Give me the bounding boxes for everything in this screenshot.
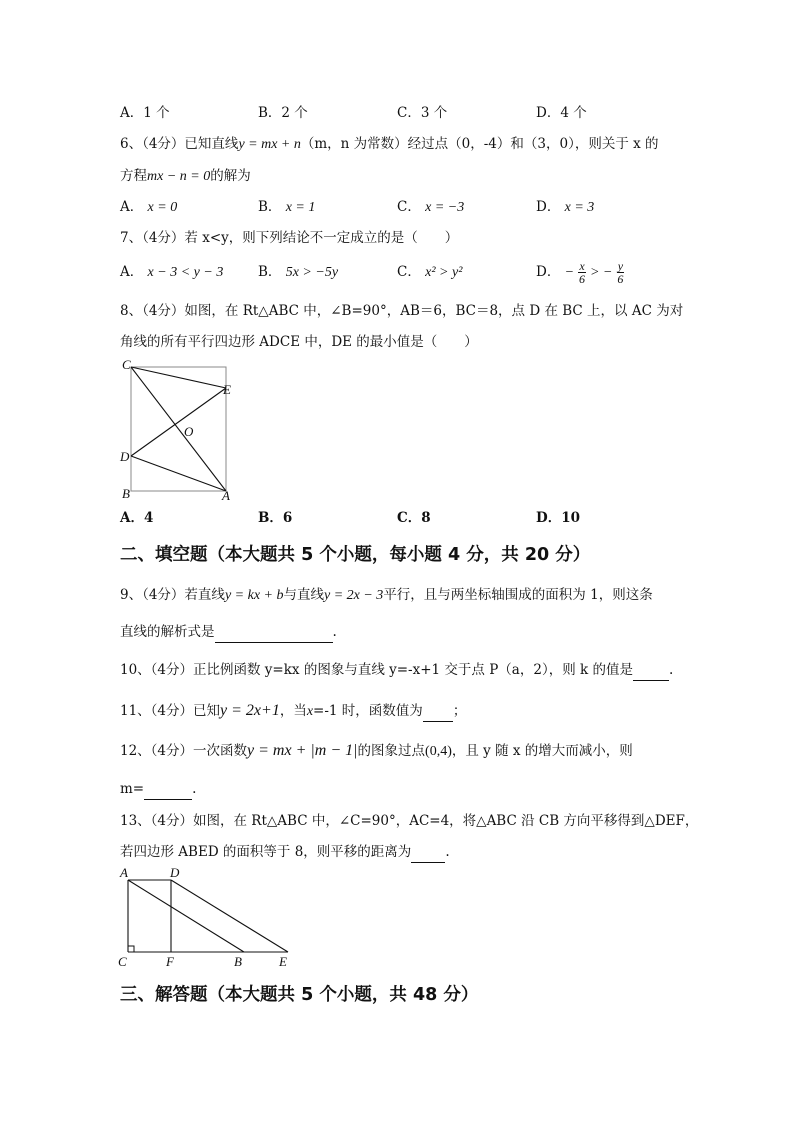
q6-equation: y = mx + n: [238, 137, 301, 152]
q7-fraction1-numerator: x: [579, 259, 585, 273]
q6-option-c-value: x = −3: [425, 200, 465, 215]
q8-label-a: A: [222, 488, 230, 503]
q9-line2-text: 直线的解析式是: [120, 624, 215, 640]
q6-prefix: 6、（4分）已知直线: [120, 136, 239, 152]
q8-option-c: C．8: [397, 510, 431, 526]
q11-prefix: 11、（4分）已知: [120, 703, 221, 719]
q11-end: ；: [452, 703, 467, 719]
q10-line: [120, 660, 673, 681]
q7-option-b: [258, 262, 338, 283]
q12-equation: y = mx + |m − 1|: [247, 742, 358, 759]
q6-suffix: （m，n 为常数）经过点（0，-4）和（3，0），则关于 x 的: [300, 136, 659, 152]
q9-suffix: 平行，且与两坐标轴围成的面积为 1，则这条: [383, 587, 653, 603]
q9-answer-blank: [215, 622, 333, 643]
q12-line2: [120, 779, 196, 800]
q11-variable: x: [306, 704, 314, 719]
q12-line1: [120, 741, 633, 762]
q10-answer-blank: [633, 660, 669, 681]
q11-line: [120, 701, 466, 722]
q13-line1: 13、（4分）如图，在 Rt△ABC 中，∠C=90°，AC=4，将△ABC 沿 CB 方向平移得到△DEF，: [120, 813, 699, 829]
q7-option-d-fraction1: [578, 260, 585, 285]
q8-option-a: A．4: [120, 510, 154, 526]
q9-line2-end: .: [332, 624, 337, 640]
q12-point: (0,4): [425, 744, 452, 759]
q6-option-b: [258, 197, 315, 218]
q13-answer-blank: [411, 842, 445, 863]
q8-label-e: E: [223, 382, 231, 397]
q8-diagonal-ca: [131, 367, 226, 491]
q6-option-a-value: x = 0: [147, 200, 178, 215]
q7-option-d: [536, 256, 624, 289]
q13-line2: [120, 842, 450, 863]
q10-end: .: [668, 662, 674, 678]
q13-label-a: A: [120, 865, 128, 880]
q6-option-a: [120, 197, 177, 218]
q8-diagonal-de: [131, 388, 226, 456]
q6-option-b-value: x = 1: [285, 200, 316, 215]
q8-segment-da: [131, 456, 226, 491]
q7-fraction1-denominator: 6: [579, 272, 586, 286]
q7-option-c-label: C．: [397, 264, 421, 280]
q7-option-d-fraction2: [617, 260, 624, 285]
q9-equation1: y = kx + b: [224, 588, 284, 603]
q12-line2-text: m=: [120, 781, 145, 797]
q9-mid: 与直线: [283, 587, 324, 603]
q10-text: 10、（4分）正比例函数 y=kx 的图象与直线 y=-x+1 交于点 P（a，2），则 k 的值是: [120, 662, 633, 678]
q7-option-d-minus: −: [564, 265, 575, 280]
q7-option-d-label: D．: [536, 264, 561, 280]
q5-option-d: D．4 个: [536, 105, 587, 121]
q5-option-b: B．2 个: [258, 105, 308, 121]
q11-mid: ，当: [279, 703, 307, 719]
q6-option-d-label: D．: [536, 199, 561, 215]
q9-line2: [120, 622, 337, 643]
q13-line2-text: 若四边形 ABED 的面积等于 8，则平移的距离为: [120, 844, 412, 860]
q12-mid: 的图象过点: [357, 743, 426, 759]
q8-line2: 角线的所有平行四边形 ADCE 中，DE 的最小值是（ ）: [120, 334, 478, 350]
q8-option-b: B．6: [258, 510, 293, 526]
q7-option-c-value: x² > y²: [425, 265, 463, 280]
q13-end: .: [445, 844, 450, 860]
q6-option-d-value: x = 3: [564, 200, 595, 215]
section2-heading: 二、填空题（本大题共 5 个小题，每小题 4 分，共 20 分）: [120, 545, 591, 565]
q6-line2: [120, 166, 251, 187]
q11-answer-blank: [423, 701, 453, 722]
q13-right-angle-mark: [128, 946, 134, 952]
q6-option-c-label: C．: [397, 199, 421, 215]
q8-label-d: D: [120, 449, 130, 464]
q5-option-c: C．3 个: [397, 105, 448, 121]
q13-label-c: C: [118, 954, 127, 969]
q8-label-b: B: [122, 486, 130, 501]
q13-label-e: E: [279, 954, 287, 969]
q6-option-c: [397, 197, 464, 218]
q11-equation: y = 2x+1: [220, 702, 280, 719]
q11-suffix: =-1 时，函数值为: [313, 703, 423, 719]
q6-equation2: mx − n = 0: [147, 169, 211, 184]
q13-figure: [116, 864, 296, 970]
q6-option-d: [536, 197, 594, 218]
q8-label-c: C: [122, 357, 131, 372]
q9-equation2: y = 2x − 3: [323, 588, 384, 603]
q7-fraction2-numerator: y: [617, 259, 624, 273]
q7-option-a: [120, 262, 223, 283]
q9-line1: [120, 585, 653, 606]
q8-option-d: D．10: [536, 510, 580, 526]
section3-heading: 三、解答题（本大题共 5 个小题，共 48 分）: [120, 985, 479, 1005]
q7-option-b-value: 5x > −5y: [285, 265, 339, 280]
q7-option-b-label: B．: [258, 264, 282, 280]
q13-segment-ab: [128, 880, 244, 952]
q7-option-a-label: A．: [120, 264, 144, 280]
q9-prefix: 9、（4分）若直线: [120, 587, 225, 603]
q7-fraction2-denominator: 6: [617, 272, 624, 286]
q5-option-a: A．1 个: [120, 105, 170, 121]
q6-line2-prefix: 方程: [120, 168, 147, 184]
q8-line1: 8、（4分）如图，在 Rt△ABC 中，∠B=90°，AB＝6，BC＝8，点 D 在 BC 上，以 AC 为对: [120, 303, 684, 319]
q8-figure: [118, 356, 248, 504]
q12-end: .: [192, 781, 197, 797]
q7-option-c: [397, 262, 462, 283]
q6-line2-suffix: 的解为: [210, 168, 251, 184]
q13-label-f: F: [166, 954, 174, 969]
q8-label-o: O: [184, 424, 194, 439]
q7-option-a-value: x − 3 < y − 3: [147, 265, 224, 280]
q13-segment-de: [171, 880, 288, 952]
q6-option-b-label: B．: [258, 199, 282, 215]
q13-label-b: B: [234, 954, 242, 969]
q6-option-a-label: A．: [120, 199, 144, 215]
q12-answer-blank: [144, 779, 192, 800]
q7-text: 7、（4分）若 x<y，则下列结论不一定成立的是（ ）: [120, 230, 459, 246]
q12-prefix: 12、（4分）一次函数: [120, 743, 248, 759]
q13-label-d: D: [170, 865, 180, 880]
q7-option-d-gt: > −: [590, 265, 613, 280]
q6-line1: [120, 134, 659, 155]
q12-suffix: ，且 y 随 x 的增大而减小，则: [451, 743, 633, 759]
